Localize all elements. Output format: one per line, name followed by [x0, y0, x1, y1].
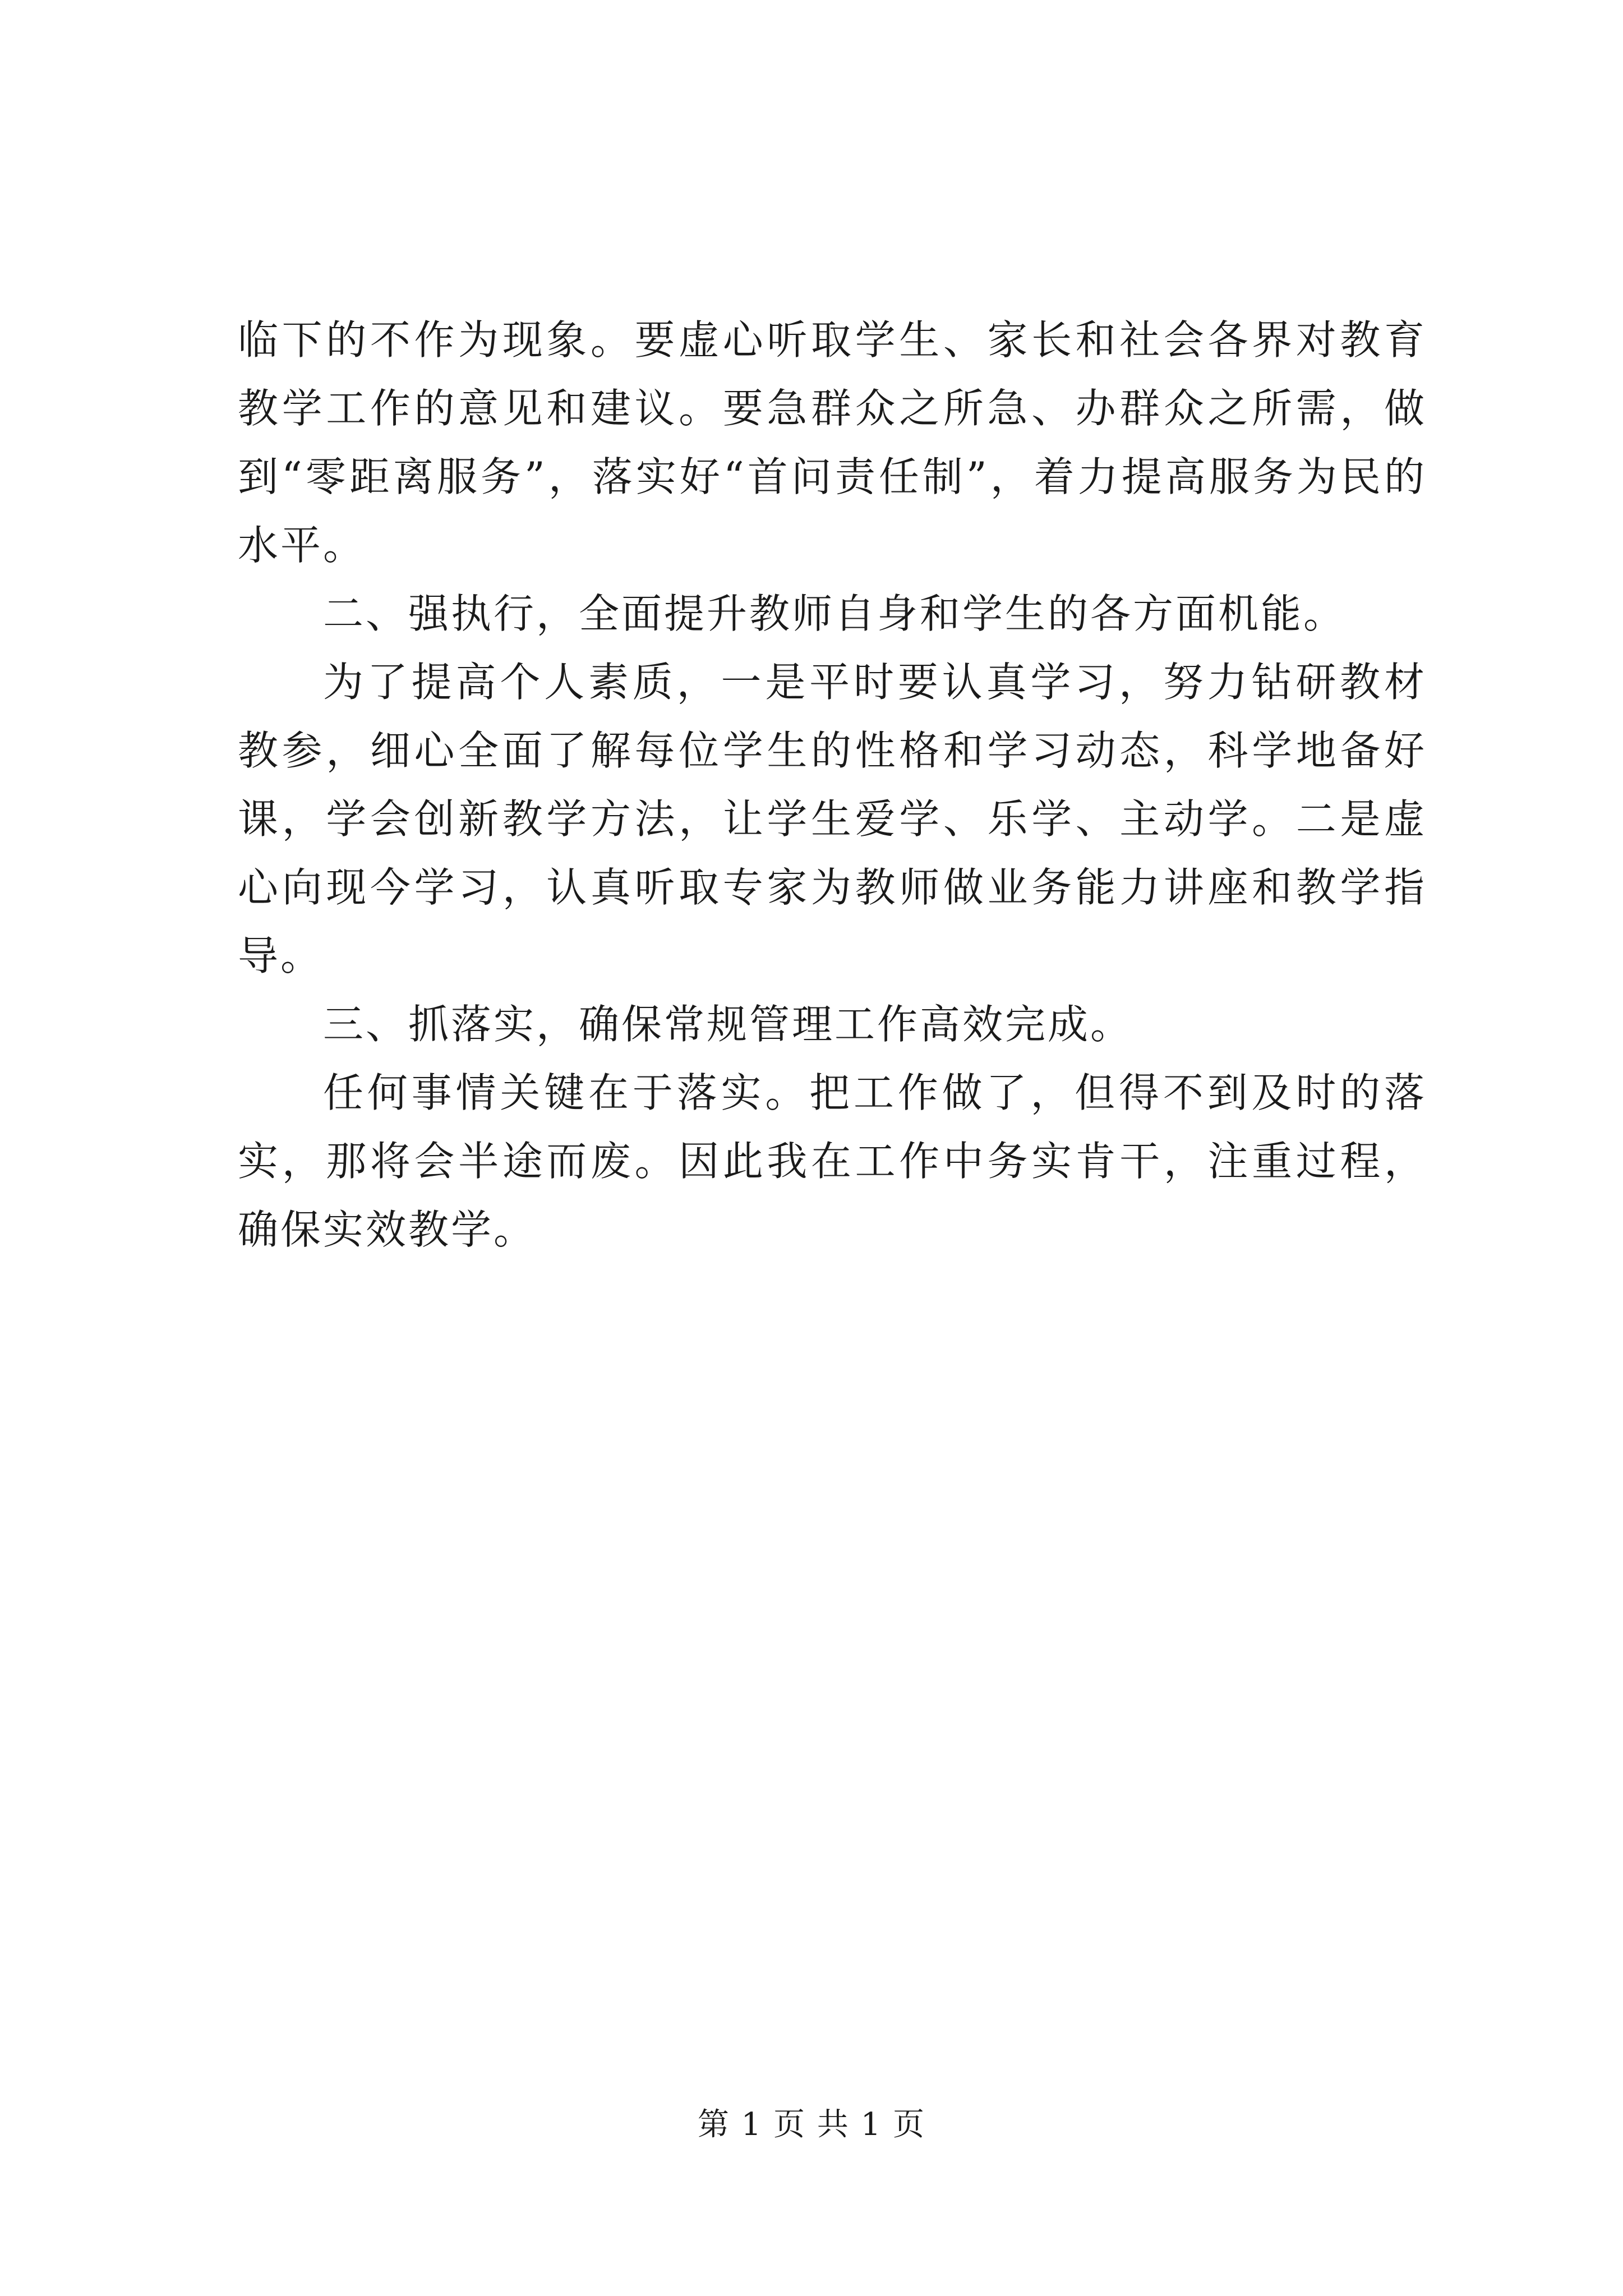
document-body — [238, 306, 1427, 1264]
page-number-footer: 第 1 页 共 1 页 — [697, 2106, 926, 2143]
section-heading-3: 三、抓落实，确保常规管理工作高效完成。 — [323, 1001, 1133, 1048]
paragraph-continuation: 临下的不作为现象。要虚心听取学生、家长和社会各界对教育教学工作的意见和建议。要急群众之所急、办群众之所需，做到“零距离服务”，落实好“首问责任制”，着力提高服务为民的水平。 — [238, 316, 1427, 569]
paragraph-implementation: 任何事情关键在于落实。把工作做了，但得不到及时的落实，那将会半途而废。因此我在工作中务实肯干，注重过程，确保实效教学。 — [238, 1069, 1427, 1253]
section-heading-2: 二、强执行，全面提升教师自身和学生的各方面机能。 — [323, 590, 1347, 637]
paragraph-self-improvement: 为了提高个人素质，一是平时要认真学习，努力钻研教材教参，细心全面了解每位学生的性格和学习动态，科学地备好课，学会创新教学方法，让学生爱学、乐学、主动学。二是虚心向现今学习，认真听取专家为教师做业务能力讲座和教学指导。 — [238, 659, 1427, 979]
